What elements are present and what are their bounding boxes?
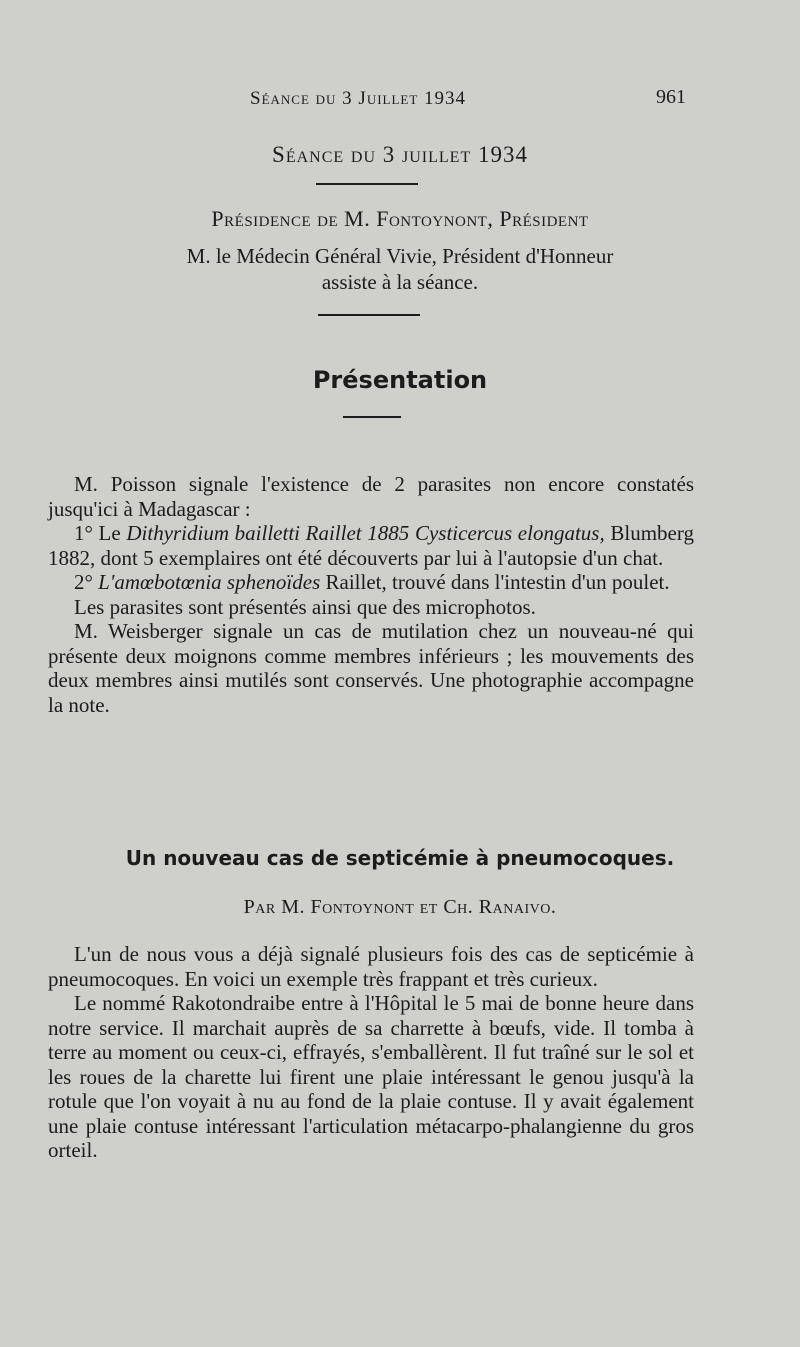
divider-rule	[316, 183, 418, 185]
honneur-line-2: assiste à la séance.	[321, 270, 479, 294]
section-title: Présentation	[312, 366, 488, 394]
species-name: Dithyridium bailletti Raillet 1885 Cysticercus elongatus,	[126, 521, 605, 545]
divider-rule	[343, 416, 401, 418]
paragraph-text: Blumberg 1882, dont 5 exemplaires ont été découverts par lui à l'autopsie d'un chat.	[48, 521, 694, 570]
paragraph: L'un de nous vous a déjà signalé plusieurs fois des cas de septicémie à pneumocoques. En voici un exemple très frappant et très curieux.	[48, 942, 694, 991]
session-title: Séance du 3 juillet 1934	[272, 142, 528, 167]
page-number: 961	[656, 86, 686, 108]
paragraph: Le nommé Rakotondraibe entre à l'Hôpital le 5 mai de bonne heure dans notre service. Il marchait auprès de sa charrette à bœufs, vide. Il tomba à terre au moment ou ceux-ci, effrayés, s'emballèrent. Il fut traîné sur le sol et les roues de la charette lui firent une plaie intéressant le genou jusqu'à la rotule que l'on voyait à nu au fond de la plaie contuse. Il y avait également une plaie contuse intéressant l'articulation métacarpo-phalangienne du gros orteil.	[48, 991, 694, 1162]
article-body	[48, 942, 694, 1163]
item-number: 1° Le	[74, 521, 127, 545]
item-number: 2°	[74, 570, 99, 594]
paragraph: Les parasites sont présentés ainsi que des microphotos.	[74, 594, 536, 619]
honneur-line-1: M. le Médecin Général Vivie, Président d'Honneur	[186, 244, 614, 268]
paragraph	[48, 570, 694, 595]
paragraph-text: Raillet, trouvé dans l'intestin d'un poulet.	[320, 570, 670, 594]
paragraph	[48, 521, 694, 570]
presentation-body	[48, 472, 694, 717]
article-byline: Par M. Fontoynont et Ch. Ranaivo.	[243, 896, 557, 918]
article-title: Un nouveau cas de septicémie à pneumocoques.	[125, 846, 675, 870]
species-name: L'amœbotœnia sphenoïdes	[98, 570, 321, 594]
paragraph: M. Weisberger signale un cas de mutilation chez un nouveau-né qui présente deux moignons comme membres inférieurs ; les mouvements des deux membres ainsi mutilés sont conservés. Une photographie accompagne la note.	[48, 619, 694, 717]
running-head: Séance du 3 Juillet 1934	[250, 88, 467, 109]
presidence-line: Présidence de M. Fontoynont, Président	[211, 206, 589, 231]
divider-rule	[318, 314, 420, 316]
paragraph: M. Poisson signale l'existence de 2 parasites non encore constatés jusqu'ici à Madagascar :	[48, 472, 694, 521]
